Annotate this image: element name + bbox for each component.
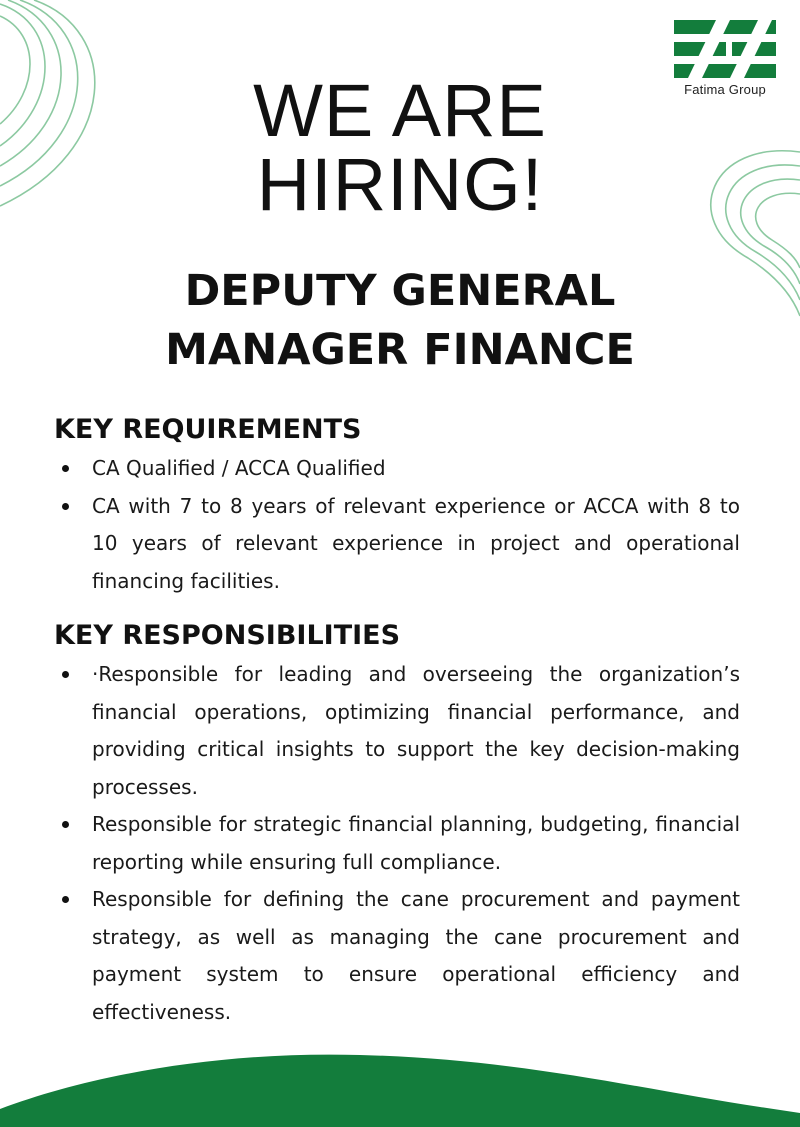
requirement-text: CA Qualified / ACCA Qualified bbox=[92, 456, 386, 480]
hero-line-1: WE ARE bbox=[253, 69, 547, 152]
hero-heading bbox=[0, 69, 800, 226]
responsibility-item bbox=[54, 656, 740, 806]
responsibility-item bbox=[54, 881, 740, 1031]
requirements-list bbox=[54, 450, 740, 600]
hero-line-2: HIRING! bbox=[256, 143, 544, 226]
responsibility-item bbox=[54, 806, 740, 881]
responsibility-text: Responsible for strategic financial planning, budgeting, financial reporting while ensuring full compliance. bbox=[92, 812, 740, 874]
job-details bbox=[54, 410, 740, 1047]
job-title-line-2: MANAGER FINANCE bbox=[165, 325, 635, 375]
decorative-wave-bottom bbox=[0, 1047, 800, 1127]
responsibilities-list bbox=[54, 656, 740, 1031]
job-title bbox=[0, 262, 800, 380]
responsibility-text: ·Responsible for leading and overseeing the organization’s financial operations, optimizing financial performance, and providing critical insights to support the key decision-making processes. bbox=[92, 662, 740, 799]
job-title-line-1: DEPUTY GENERAL bbox=[184, 266, 616, 316]
requirement-item bbox=[54, 488, 740, 601]
requirement-text: CA with 7 to 8 years of relevant experience or ACCA with 8 to 10 years of relevant experience in project and operational financing facilities. bbox=[92, 493, 740, 593]
fatima-group-logo-icon bbox=[674, 20, 776, 78]
wave-shape bbox=[0, 1055, 800, 1127]
responsibility-text: Responsible for defining the cane procurement and payment strategy, as well as managing the cane procurement and payment system to ensure operational efficiency and effectiveness. bbox=[92, 887, 740, 1024]
responsibilities-heading: KEY RESPONSIBILITIES bbox=[54, 620, 401, 651]
logo-caption: Fatima Group bbox=[684, 82, 766, 97]
requirements-heading: KEY REQUIREMENTS bbox=[54, 414, 362, 445]
requirement-item bbox=[54, 450, 740, 488]
